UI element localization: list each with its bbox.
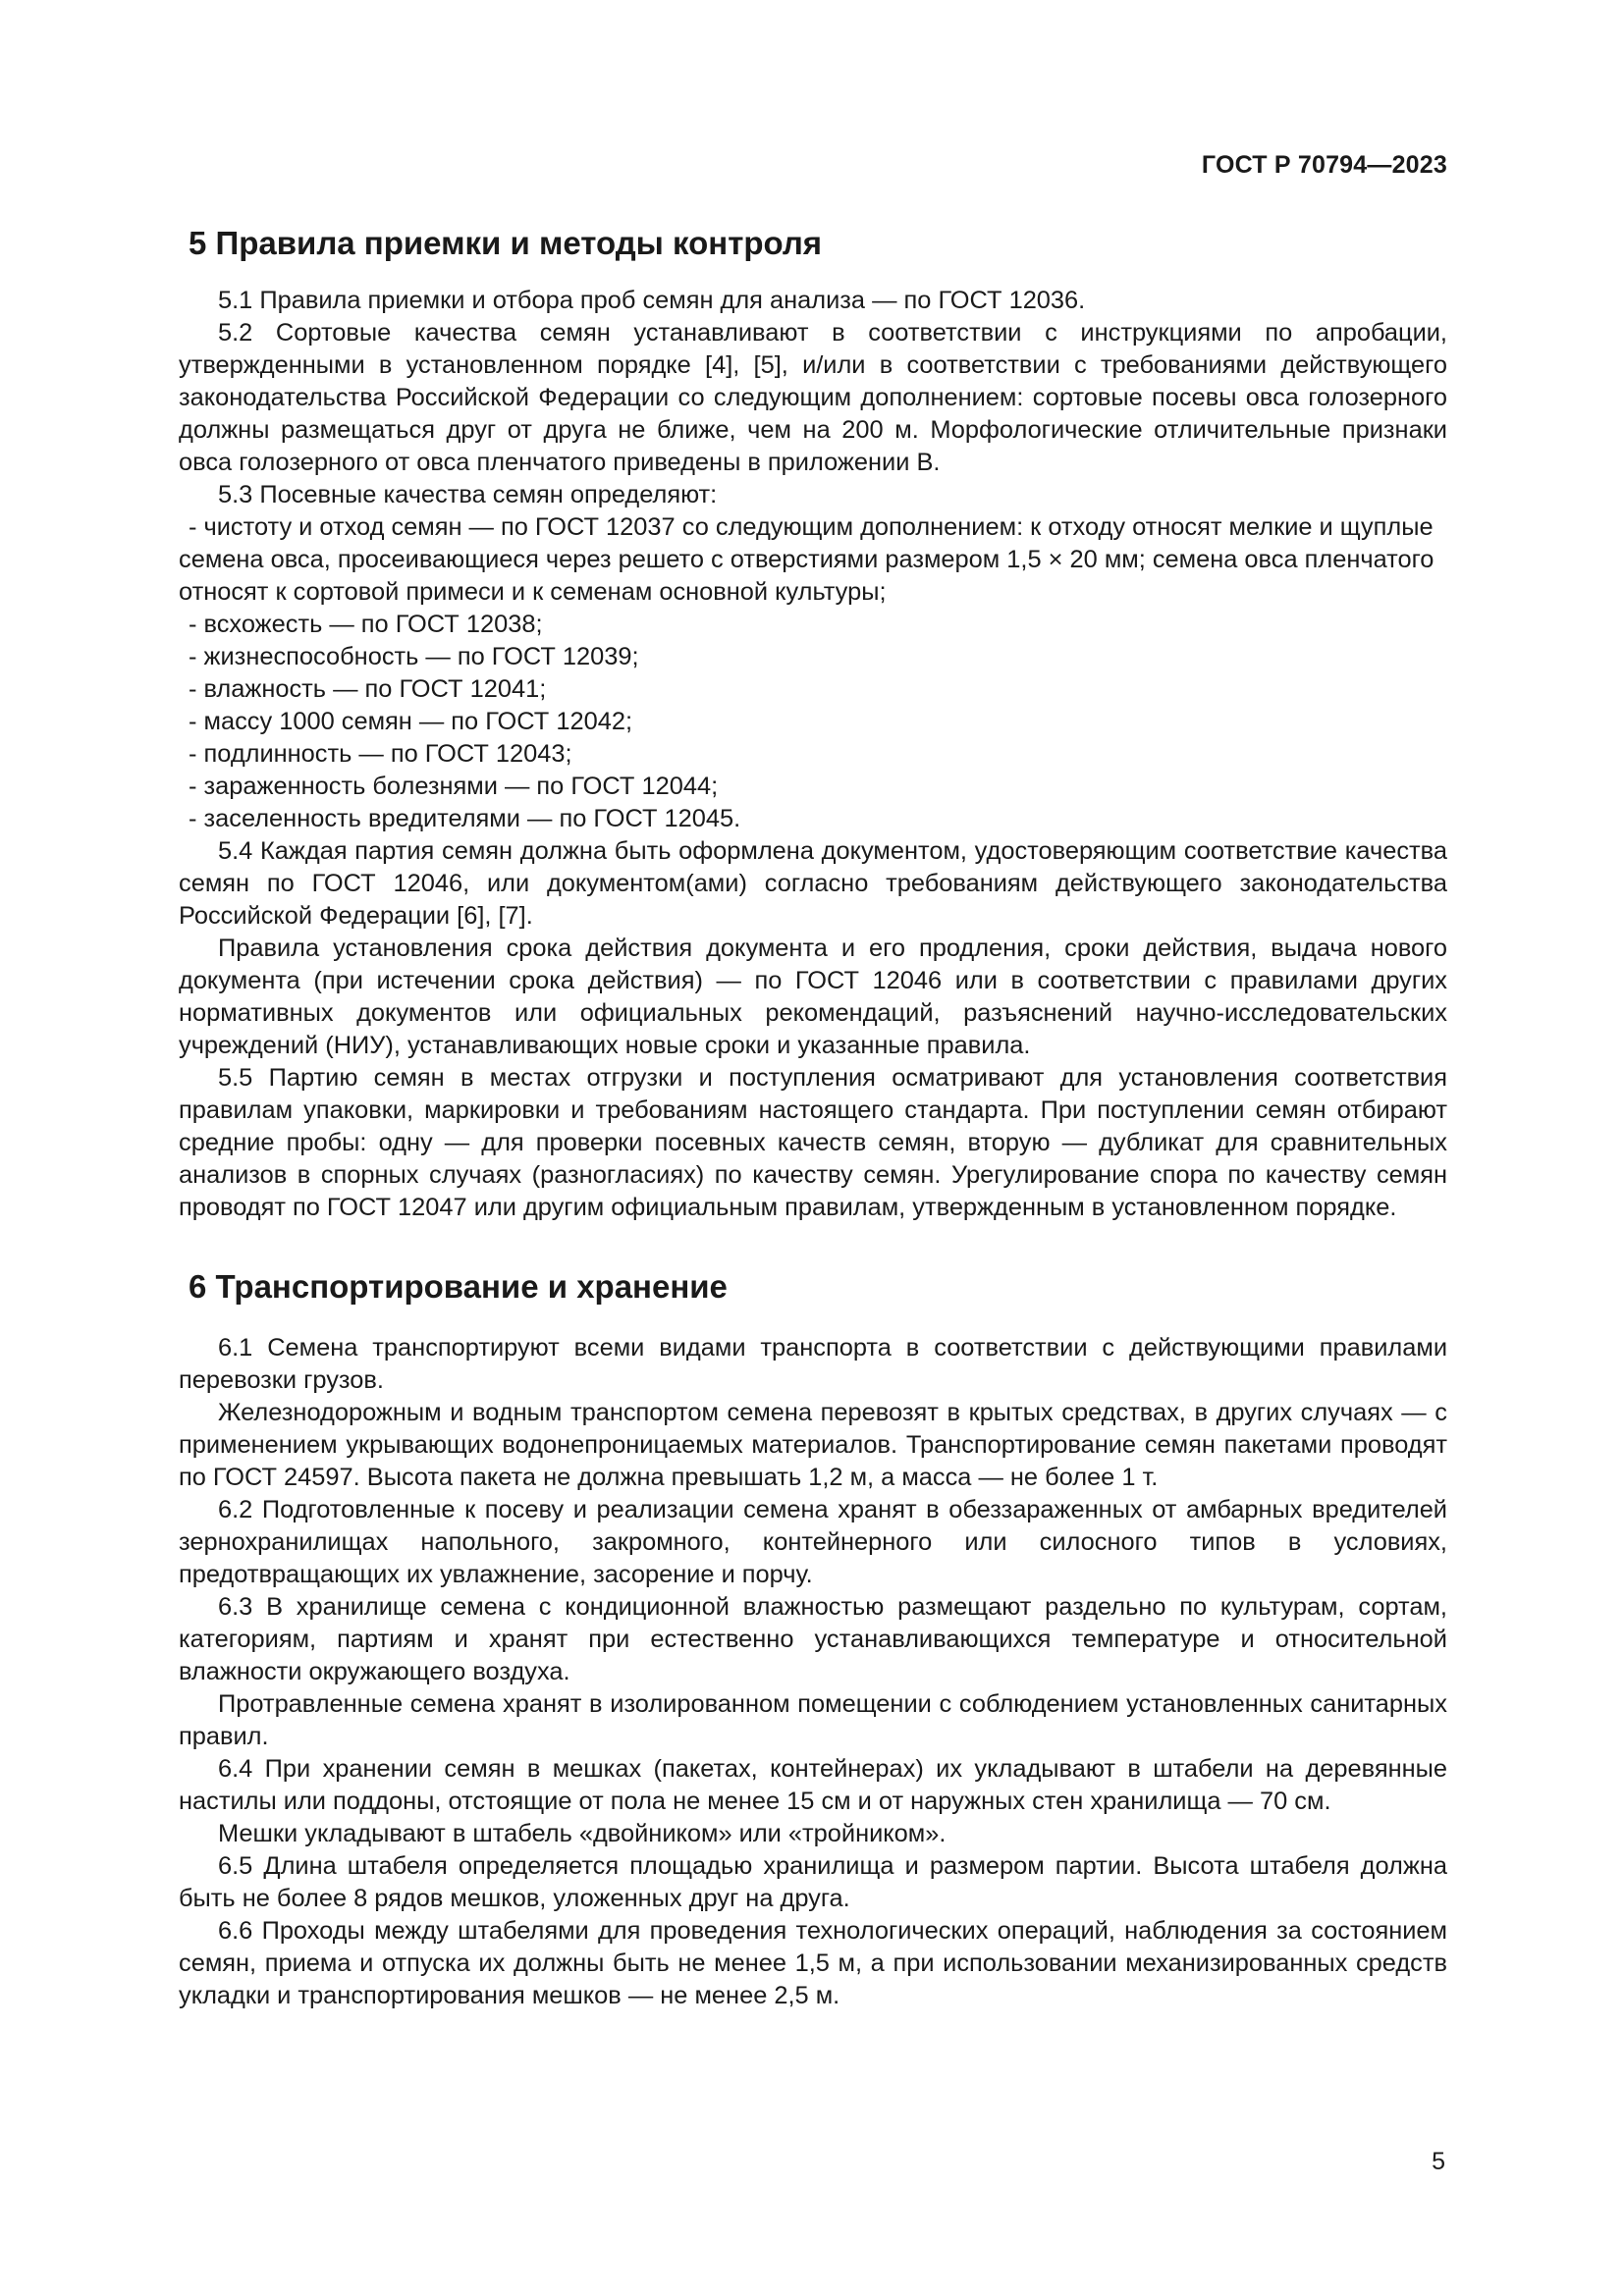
list-item: - массу 1000 семян — по ГОСТ 12042; [189, 708, 633, 735]
page-content [179, 224, 1447, 2012]
paragraph-6-1: 6.1 Семена транспортируют всеми видами транспорта в соответствии с действующими правилами перевозки грузов. [179, 1334, 1447, 1394]
section-6-title: 6 Транспортирование и хранение [189, 1268, 728, 1305]
paragraph-5-2: 5.2 Сортовые качества семян устанавливают в соответствии с инструкциями по апробации, утвержденными в установленном порядке [4], [5], и/или в соответствии с требованиями действующего законодательства Российской Федерации со следующим дополнением: сортовые посевы овса голозерного должны размещаться друг от друга не ближе, чем на 200 м. Морфологические отличительные признаки овса голозерного от овса пленчатого приведены в приложении В. [179, 319, 1447, 476]
section-5-title: 5 Правила приемки и методы контроля [189, 225, 823, 261]
paragraph-6-6: 6.6 Проходы между штабелями для проведения технологических операций, наблюдения за состоянием семян, приема и отпуска их должны быть не менее 1,5 м, а при использовании механизированных средств укладки и транспортирования мешков — не менее 2,5 м. [179, 1917, 1447, 2009]
paragraph-5-3: 5.3 Посевные качества семян определяют: [218, 481, 718, 508]
list-item: - подлинность — по ГОСТ 12043; [189, 740, 572, 768]
paragraph-6-3: 6.3 В хранилище семена с кондиционной влажностью размещают раздельно по культурам, сортам, категориям, партиям и хранят при естественно устанавливающихся температуре и относительной влажности окружающего воздуха. [179, 1593, 1447, 1685]
page-number: 5 [1432, 2148, 1445, 2175]
paragraph-6-1-continued: Железнодорожным и водным транспортом семена перевозят в крытых средствах, в других случаях — с применением укрывающих водонепроницаемых материалов. Транспортирование семян пакетами проводят по ГОСТ 24597. Высота пакета не должна превышать 1,2 м, а масса — не более 1 т. [179, 1399, 1447, 1491]
paragraph-5-4-continued: Правила установления срока действия документа и его продления, сроки действия, выдача нового документа (при истечении срока действия) — по ГОСТ 12046 или в соответствии с правилами других нормативных документов или официальных рекомендаций, разъяснений научно-исследовательских учреждений (НИУ), устанавливающих новые сроки и указанные правила. [179, 934, 1447, 1059]
list-item: - влажность — по ГОСТ 12041; [189, 675, 547, 703]
paragraph-5-1: 5.1 Правила приемки и отбора проб семян для анализа — по ГОСТ 12036. [218, 287, 1086, 314]
paragraph-6-5: 6.5 Длина штабеля определяется площадью хранилища и размером партии. Высота штабеля должна быть не более 8 рядов мешков, уложенных друг на друга. [179, 1852, 1447, 1912]
list-item: - заселенность вредителями — по ГОСТ 12045. [189, 805, 741, 832]
paragraph-6-2: 6.2 Подготовленные к посеву и реализации семена хранят в обеззараженных от амбарных вредителей зернохранилищах напольного, закромного, контейнерного или силосного типов в условиях, предотвращающих их увлажнение, засорение и порчу. [179, 1496, 1447, 1588]
paragraph-6-4: 6.4 При хранении семян в мешках (пакетах, контейнерах) их укладывают в штабели на деревянные настилы или поддоны, отстоящие от пола не менее 15 см и от наружных стен хранилища — 70 см. [179, 1755, 1447, 1815]
paragraph-5-5: 5.5 Партию семян в местах отгрузки и поступления осматривают для установления соответствия правилам упаковки, маркировки и требованиям настоящего стандарта. При поступлении семян отбирают средние пробы: одну — для проверки посевных качеств семян, вторую — дубликат для сравнительных анализов в спорных случаях (разногласиях) по качеству семян. Урегулирование спора по качеству семян проводят по ГОСТ 12047 или другим официальным правилам, утвержденным в установленном порядке. [179, 1064, 1447, 1221]
list-item: - жизнеспособность — по ГОСТ 12039; [189, 643, 639, 670]
list-item: - зараженность болезнями — по ГОСТ 12044; [189, 773, 719, 800]
document-number: ГОСТ Р 70794—2023 [1201, 151, 1447, 179]
paragraph-6-4-continued: Мешки укладывают в штабель «двойником» или «тройником». [218, 1820, 947, 1847]
paragraph-6-3-continued: Протравленные семена хранят в изолированном помещении с соблюдением установленных санитарных правил. [179, 1690, 1447, 1750]
list-item: - всхожесть — по ГОСТ 12038; [189, 611, 543, 638]
list-item: - чистоту и отход семян — по ГОСТ 12037 со следующим дополнением: к отходу относят мелкие и щуплые семена овса, просеивающиеся через решето с отверстиями размером 1,5 × 20 мм; семена овса пленчатого относят к сортовой примеси и к семенам основной культуры; [179, 513, 1435, 606]
paragraph-5-4: 5.4 Каждая партия семян должна быть оформлена документом, удостоверяющим соответствие качества семян по ГОСТ 12046, или документом(ами) согласно требованиям действующего законодательства Российской Федерации [6], [7]. [179, 837, 1447, 930]
